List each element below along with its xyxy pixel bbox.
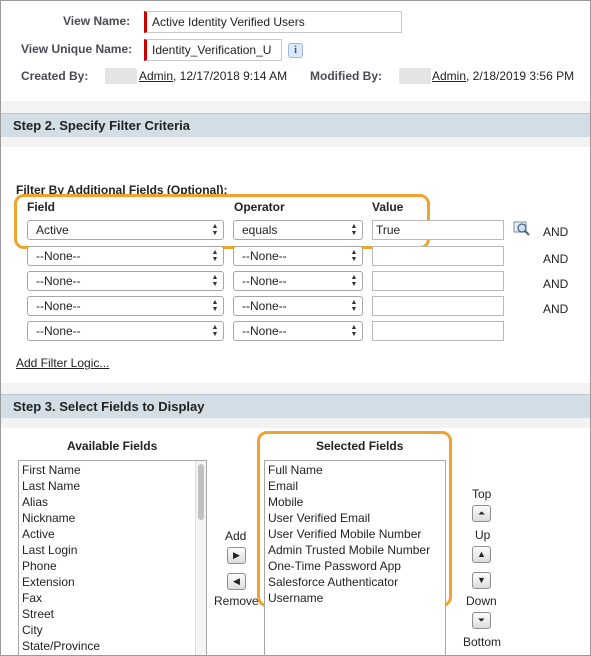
list-item[interactable]: Mobile	[268, 495, 304, 509]
filter-value-input[interactable]	[372, 296, 504, 316]
step2-header: Step 2. Specify Filter Criteria	[1, 113, 590, 137]
select-arrows-icon: ▲ ▼	[350, 324, 358, 338]
list-item[interactable]: Email	[268, 479, 299, 493]
scrollbar[interactable]	[195, 461, 206, 656]
field-col-header: Field	[27, 200, 56, 214]
and-label: AND	[543, 302, 569, 316]
unique-name-input[interactable]: Identity_Verification_U	[144, 39, 282, 61]
filter-value-input[interactable]: True	[372, 220, 504, 240]
list-item[interactable]: Last Name	[22, 479, 81, 493]
select-arrows-icon: ▲ ▼	[350, 274, 358, 288]
select-arrows-icon: ▲ ▼	[350, 249, 358, 263]
scrollbar-thumb[interactable]	[198, 464, 204, 520]
lookup-icon[interactable]	[513, 221, 531, 237]
created-by-date: , 12/17/2018 9:14 AM	[173, 69, 288, 83]
move-bottom-icon: ⏷	[477, 615, 486, 625]
unique-name-label: View Unique Name:	[21, 42, 133, 56]
list-item[interactable]: Admin Trusted Mobile Number	[268, 543, 431, 557]
move-up-button[interactable]	[472, 546, 491, 563]
list-item[interactable]: Salesforce Authenticator	[268, 575, 399, 589]
filter-field-select[interactable]: --None-- ▲ ▼	[27, 321, 224, 341]
modified-by-date: , 2/18/2019 3:56 PM	[466, 69, 575, 83]
move-top-icon: ⏶	[477, 508, 486, 518]
move-down-button[interactable]	[472, 572, 491, 589]
and-label: AND	[543, 252, 569, 266]
redacted-name	[399, 68, 431, 84]
info-icon[interactable]: i	[288, 43, 303, 58]
list-item[interactable]: User Verified Mobile Number	[268, 527, 422, 541]
top-label: Top	[472, 487, 492, 501]
section-spacer	[1, 418, 590, 428]
list-item[interactable]: First Name	[22, 463, 81, 477]
list-item[interactable]: City	[22, 623, 43, 637]
modified-by-info	[432, 69, 574, 83]
up-label: Up	[475, 528, 491, 542]
select-arrows-icon: ▲ ▼	[350, 299, 358, 313]
created-by-label: Created By:	[21, 69, 89, 83]
section-spacer	[1, 383, 590, 394]
created-by-info	[139, 69, 287, 83]
select-arrows-icon: ▲ ▼	[350, 223, 358, 237]
list-item[interactable]: Active	[22, 527, 55, 541]
remove-arrow-button[interactable]	[227, 573, 246, 590]
list-item[interactable]: Phone	[22, 559, 57, 573]
selected-fields-list[interactable]	[264, 460, 446, 656]
remove-label: Remove	[214, 594, 259, 608]
list-item[interactable]: One-Time Password App	[268, 559, 401, 573]
filter-field-select[interactable]: --None-- ▲ ▼	[27, 271, 224, 291]
modified-by-label: Modified By:	[310, 69, 382, 83]
filter-field-select[interactable]: --None-- ▲ ▼	[27, 296, 224, 316]
created-by-user-link[interactable]: Admin	[139, 69, 174, 83]
filter-operator-select[interactable]: --None-- ▲ ▼	[233, 321, 363, 341]
list-item[interactable]: Username	[268, 591, 324, 605]
add-filter-logic-link[interactable]: Add Filter Logic...	[16, 356, 110, 370]
select-arrows-icon: ▲ ▼	[211, 249, 219, 263]
list-item[interactable]: Street	[22, 607, 55, 621]
available-fields-heading: Available Fields	[67, 439, 158, 453]
right-arrow-icon: ▶	[233, 550, 240, 560]
value-col-header: Value	[372, 200, 404, 214]
add-arrow-button[interactable]	[227, 547, 246, 564]
filter-value-input[interactable]	[372, 271, 504, 291]
and-label: AND	[543, 277, 569, 291]
select-arrows-icon: ▲ ▼	[211, 223, 219, 237]
select-arrows-icon: ▲ ▼	[211, 299, 219, 313]
down-arrow-icon: ▼	[477, 575, 486, 585]
filter-field-select[interactable]: --None-- ▲ ▼	[27, 246, 224, 266]
filter-field-select[interactable]: Active ▲ ▼	[27, 220, 224, 240]
list-item[interactable]: Full Name	[268, 463, 323, 477]
modified-by-user-link[interactable]: Admin	[432, 69, 467, 83]
select-arrows-icon: ▲ ▼	[211, 274, 219, 288]
step3-header: Step 3. Select Fields to Display	[1, 394, 590, 418]
filter-operator-select[interactable]: --None-- ▲ ▼	[233, 271, 363, 291]
up-arrow-icon: ▲	[477, 549, 486, 559]
list-item[interactable]: State/Province	[22, 639, 101, 653]
filter-value-input[interactable]	[372, 321, 504, 341]
filter-operator-select[interactable]: --None-- ▲ ▼	[233, 246, 363, 266]
list-item[interactable]: Extension	[22, 575, 75, 589]
view-name-label: View Name:	[63, 14, 131, 28]
operator-col-header: Operator	[234, 200, 285, 214]
filter-operator-select[interactable]: --None-- ▲ ▼	[233, 296, 363, 316]
redacted-name	[105, 68, 137, 84]
list-item[interactable]: Alias	[22, 495, 49, 509]
selected-list-items	[265, 461, 445, 606]
select-arrows-icon: ▲ ▼	[211, 324, 219, 338]
list-item[interactable]: User Verified Email	[268, 511, 371, 525]
filter-operator-select[interactable]: equals ▲ ▼	[233, 220, 363, 240]
down-label: Down	[466, 594, 497, 608]
filter-value-input[interactable]	[372, 246, 504, 266]
list-item[interactable]: Fax	[22, 591, 43, 605]
filter-heading: Filter By Additional Fields (Optional):	[16, 183, 228, 197]
bottom-label: Bottom	[463, 635, 502, 649]
section-spacer	[1, 137, 590, 147]
selected-fields-heading: Selected Fields	[316, 439, 404, 453]
available-fields-list[interactable]	[18, 460, 207, 656]
list-item[interactable]: Last Login	[22, 543, 78, 557]
add-label: Add	[225, 529, 247, 543]
move-top-button[interactable]	[472, 505, 491, 522]
view-name-input[interactable]: Active Identity Verified Users	[144, 11, 402, 33]
available-list-items	[19, 461, 206, 654]
and-label: AND	[543, 225, 569, 239]
move-bottom-button[interactable]	[472, 612, 491, 629]
list-item[interactable]: Nickname	[22, 511, 76, 525]
section-spacer	[1, 101, 590, 113]
left-arrow-icon: ◀	[233, 576, 240, 586]
